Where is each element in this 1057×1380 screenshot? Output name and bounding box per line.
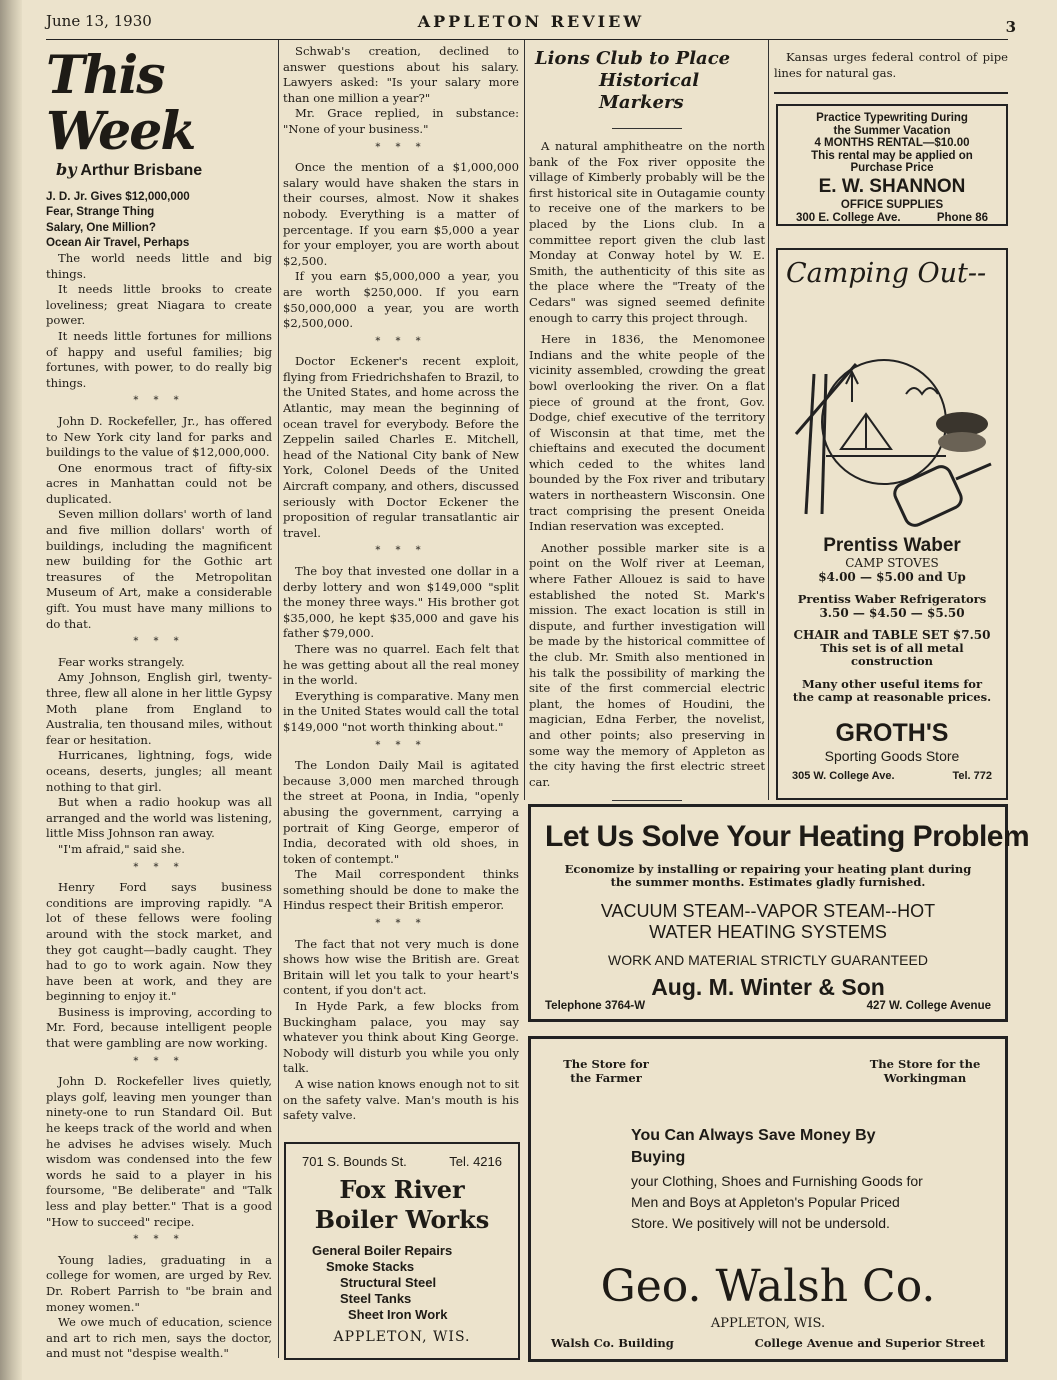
walsh-address: College Avenue and Superior Street [754,1336,985,1350]
lions-title-line-1: Lions Club to Place [535,48,731,69]
service-item: Smoke Stacks [326,1259,415,1274]
service-item: Structural Steel [340,1275,437,1290]
paragraph: In Hyde Park, a few blocks from Buckingham palace, you may say whatever you think about King George. Nobody will disturb you while you only talk. [283,999,519,1076]
this-week-column-1 [46,42,272,1362]
this-week-column-2 [283,44,519,1124]
lions-title-line-2: Historical Markers [599,70,700,113]
column-divider [524,40,525,800]
chair-table-note: This set is of all metal construction [820,641,964,668]
section-separator: * * * [133,395,185,407]
boiler-name-1: Fox River [339,1175,465,1204]
paragraph: Young ladies, graduating in a college for women, are urged by Rev. Dr. Robert Parrish to "be brain and money women." [46,1252,272,1314]
kansas-note: Kansas urges federal control of pipe lines for natural gas. [774,50,1008,80]
paragraph: The Mail correspondent thinks something should be done to make the Hindus respect their British emperor. [283,867,519,913]
walsh-contact [551,1336,985,1350]
boiler-works-ad [284,1142,520,1360]
offer-line: Purchase Price [850,162,934,174]
offer-line: This rental may be applied on [811,149,973,162]
groth-name: GROTH'S [835,719,949,747]
this-week-body-2 [283,44,519,1124]
paragraph: Everything is comparative. Many men in the United States would call the total $149,000 "not worth thinking about." [283,688,519,734]
paragraph: John D. Rockefeller, Jr., has offered to New York city land for parks and buildings to the value of $12,000,000. [46,413,272,460]
groth-subtitle: Sporting Goods Store [824,748,960,764]
shannon-offer [782,112,1002,175]
paragraph: John D. Rockefeller lives quietly, plays golf, leaving men younger than ninety-one to run Standard Oil. But he keeps track of the world and when he advises he advises wisely. Much wisdom was condensed into the few words he said to a player in his foursome, "Be deliberate" and "Talk less and play better." That is a good "How to succeed" recipe. [46,1074,272,1229]
paragraph: It needs little fortunes for millions of happy and useful families; big fortunes, with power, to do really big things. [46,328,272,390]
section-separator: * * * [133,861,185,873]
tag-farmer: The Store for the Farmer [563,1057,649,1085]
byline-name: Arthur Brisbane [80,162,203,179]
offer-line: Practice Typewriting During [816,112,968,124]
winter-contact [545,1000,991,1012]
paragraph: Doctor Eckener's recent exploit, flying from Friedrichshafen to Brazil, to the United States, and home across the Atlantic, may mean the beginning of ocean travel for everybody. Before the Zeppelin sailed Charles E. Mitchell, head of the National City bank of New York, Colonel Deeds of the United Aircraft company, and others, discussed seriously with Doctor Eckener the proposition of regular transatlantic air travel. [283,354,519,540]
section-separator: * * * [133,1055,185,1067]
short-rule [612,128,682,129]
headline-item: Fear, Strange Thing [46,205,155,219]
rule [774,92,1008,94]
byline [56,162,272,179]
service-item: Sheet Iron Work [348,1307,448,1322]
walsh-lead: You Can Always Save Money By Buying [631,1127,876,1166]
headline-list [46,189,272,251]
byline-prefix: by [56,160,77,179]
section-separator: * * * [133,636,185,648]
chair-table-offer: CHAIR and TABLE SET $7.50 [793,628,991,642]
section-separator: * * * [375,545,427,557]
shannon-sub: OFFICE SUPPLIES [840,198,944,211]
service-item: General Boiler Repairs [312,1243,453,1258]
winter-heating-ad [528,804,1030,1022]
sandwich-icon [936,412,988,452]
walsh-ad [528,1036,1008,1362]
offer-line: the Summer Vacation [833,124,951,137]
paragraph: Business is improving, according to Mr. Ford, because intelligent people that were gambling are now working. [46,1004,272,1051]
lions-article [529,139,765,790]
walsh-name: Geo. Walsh Co. [600,1261,936,1312]
section-separator: * * * [375,141,427,153]
paragraph: The London Daily Mail is agitated because 3,000 men marched through the street at Poona, in India, "openly abusing the government, carrying a portrait of King George, emperor of India, decorated with old shoes, in token of contempt." [283,758,519,866]
paragraph: Another possible marker site is a point on the Wolf river at Leeman, where Father Allouez is said to have established the noted St. Mark's mission. The exact location is still in dispute, and further investigation will be made by the historical committee of the club. Mr. Smith also mentioned in his talk the possibility of marking the site of the first commercial electric plant, the homes of Houdini, the magician, Edna Ferber, the novelist, and other points; also preserving in some way the memory of Appleton as the city having the first electric street car. [529,540,765,789]
headline-item: Ocean Air Travel, Perhaps [46,236,190,250]
shannon-name: E. W. SHANNON [818,175,966,197]
refrigerators-prices: 3.50 — $4.50 — $5.50 [819,606,965,620]
campsite-scene-icon [822,360,946,484]
paragraph: Amy Johnson, English girl, twenty-three, flew all alone in her little Gypsy Moth plane from England to Australia, ten thousand miles, without fear or hesitation. [46,670,272,747]
walsh-building: Walsh Co. Building [551,1336,674,1350]
other-items-note: Many other useful items for the camp at reasonable prices. [792,677,992,704]
winter-phone: Telephone 3764-W [545,1000,646,1012]
lions-column [529,42,765,802]
paragraph: Once the mention of a $1,000,000 salary would have shaken the stars in their courses, almost. Now it shakes nobody. Everything is a matter of percentage. If you earn $5,000 a year for your employer, you are worth about $2,500. [283,160,519,268]
section-separator: * * * [133,1234,185,1246]
paragraph: Henry Ford says business conditions are improving rapidly. "A lot of these fellows were fooling around with the stock market, and they got caught—badly caught. They had to go to work again. Now they have been at work, and they are beginning to enjoy it." [46,880,272,1004]
paragraph: Schwab's creation, declined to answer questions about his salary. Lawyers asked: "Is your salary more than one million a year?" [283,44,519,105]
page-number: 3 [1005,18,1016,36]
service-item: Steel Tanks [340,1291,412,1306]
winter-address: 427 W. College Avenue [866,1000,991,1012]
heating-intro: Economize by installing or repairing your heating plant during the summer months. Estimates gladly furnished. [564,862,972,889]
paragraph: The world needs little and big things. [46,250,272,281]
headline-item: J. D. Jr. Gives $12,000,000 [46,189,190,203]
paragraph: Mr. Grace replied, in substance: "None of your business." [283,106,519,136]
boiler-services [312,1243,510,1323]
section-separator: * * * [375,335,427,347]
heating-systems-1: VACUUM STEAM--VAPOR STEAM--HOT [600,901,936,921]
paragraph: Seven million dollars' worth of land and five million dollars' worth of buildings, including the magnificent new building for the Gothic art treasures of the Metropolitan Museum of Art, make a considerable gift. You must have many millions to do that. [46,507,272,631]
lions-headline [535,48,765,114]
boiler-tel: Tel. 4216 [449,1154,502,1169]
camp-stoves-label: CAMP STOVES [845,556,939,570]
groth-contact [786,770,998,782]
section-separator: * * * [375,739,427,751]
refrigerators-label: Prentiss Waber Refrigerators [797,592,987,606]
paragraph: We owe much of education, science and art to rich men, says the doctor, and must not "despise wealth." [46,1315,272,1361]
this-week-body-1 [46,251,272,1362]
camping-illustration [786,304,998,529]
short-rule [612,800,682,801]
page-spine [0,0,22,1380]
walsh-taglines [551,1057,985,1085]
groth-tel: Tel. 772 [952,770,992,782]
masthead-title: APPLETON REVIEW [417,12,645,31]
paragraph: A wise nation knows enough not to sit on the safety valve. Man's mouth is his safety valve. [283,1077,519,1123]
groth-ad [776,248,1008,800]
boiler-address: 701 S. Bounds St. [302,1154,407,1169]
shannon-phone: Phone 86 [936,211,988,224]
section-separator: * * * [375,918,427,930]
shannon-ad [776,104,1008,226]
paragraph: One enormous tract of fifty-six acres in Manhattan could not be duplicated. [46,460,272,506]
page-header [46,10,1016,40]
paragraph: Hurricanes, lightning, fogs, wide oceans, deserts, jungles; all meant nothing to that girl. [46,748,272,794]
paragraph: Fear works strangely. [58,654,185,669]
camp-stoves-prices: $4.00 — $5.00 and Up [818,570,966,584]
paragraph: The boy that invested one dollar in a derby lottery and won $149,000 "split the money three ways." His brother got $35,000, he kept $35,000 and gave his father $79,000. [283,564,519,641]
issue-date: June 13, 1930 [46,12,152,30]
column-divider [278,40,279,1358]
shannon-address: 300 E. College Ave. [796,211,901,224]
walsh-city: APPLETON, WIS. [710,1316,826,1331]
paragraph: A natural amphitheatre on the north bank of the Fox river opposite the village of Kimberly probably will be the first historical site in Outagamie county to receive one of the markers to be placed by the Lions club. In a committee report given the club last Monday at Conway hotel by W. E. Smith, the authenticity of this site as the place where the "Treaty of the Cedars" was signed seemed definite enough to carry this project through. [529,139,765,325]
groth-headline: Camping Out-- [786,258,987,289]
paragraph: It needs little brooks to create loveliness; great Niagara to create power. [46,282,272,328]
boiler-name-2: Boiler Works [314,1205,490,1234]
boiler-contact [294,1154,510,1169]
kansas-note-column [774,50,1008,81]
this-week-logo: This Week [46,45,195,162]
heating-guarantee: WORK AND MATERIAL STRICTLY GUARANTEED [608,952,928,968]
column-divider [768,40,769,800]
walsh-body: your Clothing, Shoes and Furnishing Goods for Men and Boys at Appleton's Popular Priced Store. We positively will not be undersold. [631,1173,923,1231]
groth-address: 305 W. College Ave. [792,770,895,782]
paragraph: The fact that not very much is done shows how wise the British are. Great Britain will let you talk to your heart's content, if you don't act. [283,936,519,998]
frying-pan-icon [892,463,991,528]
paragraph: There was no quarrel. Each felt that he was getting about all the real money in the world. [283,641,519,688]
paragraph: Here in 1836, the Menomonee Indians and the white people of the vicinity assembled, crowding the great bowl overlooking the river. On a flat piece of ground at the front, Gov. Dodge, chief executive of the territory of Wisconsin at that time, met the chieftains and executed the document which ceded to the whites land bounded by the Fox river and tributary waters in northeastern Wisconsin. One tract comprising the present Oneida Indian reservation was excepted. [529,332,765,534]
heating-headline: Let Us Solve Your Heating Problem [545,820,1030,853]
paragraph: If you earn $5,000,000 a year, you are worth $250,000. If you earn $50,000,000 a year, you are worth $2,500,000. [283,269,519,331]
brand-name: Prentiss Waber [823,535,961,556]
tag-workingman: The Store for the Workingman [869,1057,981,1085]
boiler-city: APPLETON, WIS. [333,1329,471,1345]
headline-item: Salary, One Million? [46,220,156,234]
paragraph: "I'm afraid," said she. [58,841,185,856]
header-rule [46,39,1008,40]
winter-name: Aug. M. Winter & Son [651,974,885,1000]
shannon-contact [782,212,1002,224]
heating-systems-2: WATER HEATING SYSTEMS [649,922,887,942]
offer-line: 4 MONTHS RENTAL—$10.00 [814,137,970,149]
paragraph: But when a radio hookup was all arranged and the world was listening, little Miss Johnson ran away. [46,795,272,841]
